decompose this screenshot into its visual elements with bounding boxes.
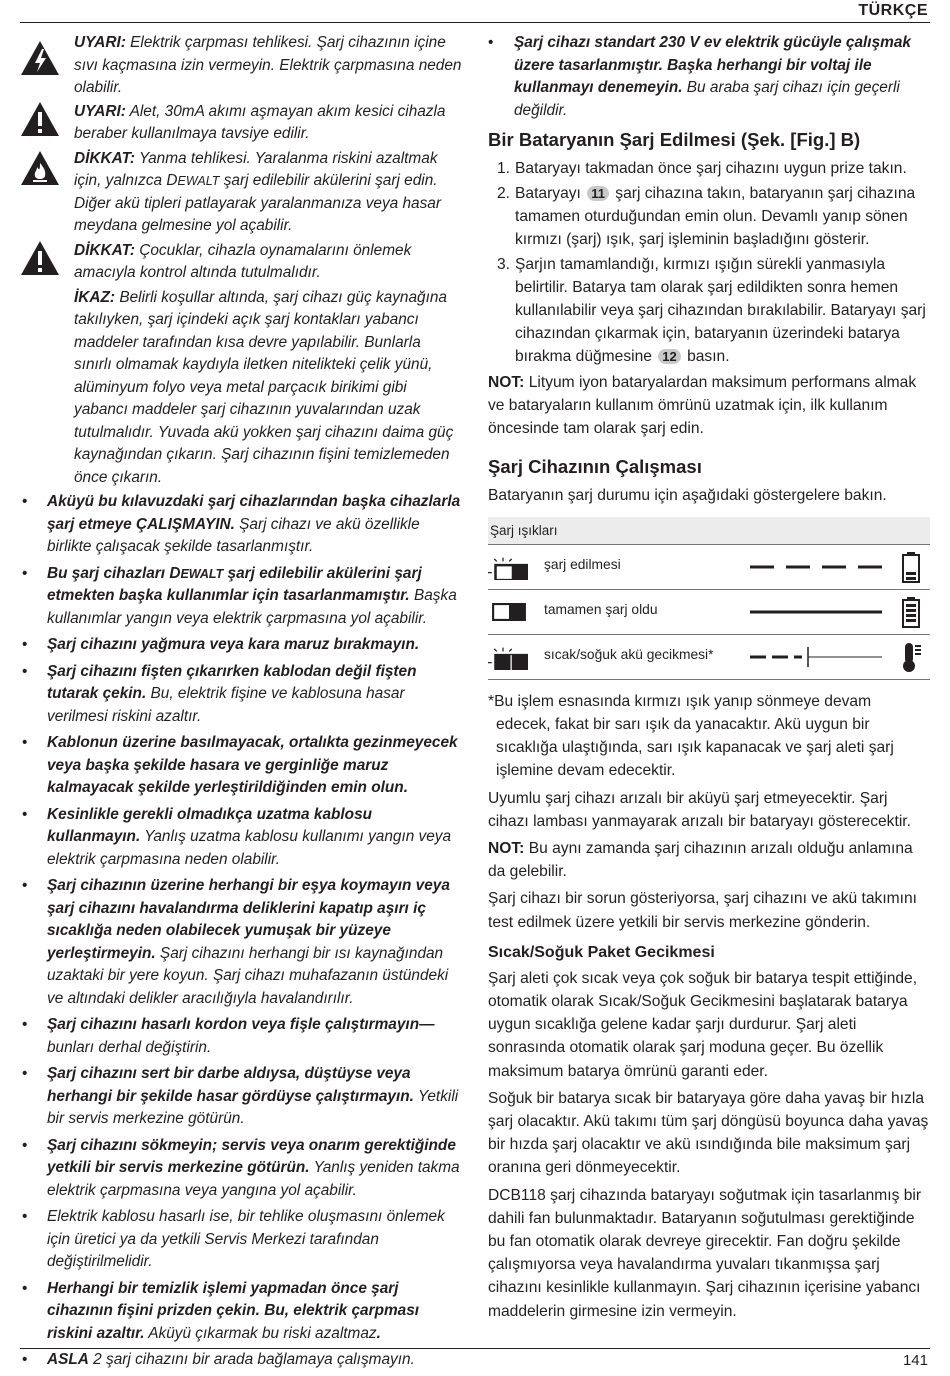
callout-badge: 12 xyxy=(658,349,680,364)
dewalt-brand: EWALT xyxy=(180,566,224,581)
right-column xyxy=(488,32,930,1325)
warning-electric-shock xyxy=(20,32,462,100)
warning-label: DİKKAT: xyxy=(74,241,135,259)
body-paragraph: Soğuk bir batarya sıcak bir bataryaya göre daha yavaş bir hızla şarj olacaktır. Akü takımı tüm şarj döngüsü boyunca daha yavaş bir hızda şarj olacaktır ve akü ısındığında bile maksimum şarj oranına geri dönmeyecektir. xyxy=(488,1089,929,1177)
electric-shock-warning-icon xyxy=(20,40,60,76)
warning-text: Yanma tehlikesi. Yaralanma riskini azaltmak için, yalnızca D xyxy=(74,149,438,189)
list-item: • Şarj cihazının üzerine herhangi bir eşya koymayın veya şarj cihazını havalandırma deliklerini kapatıp aşırı iç sıcaklığa neden olabilecek yumuşak bir yüzeye yerleştirmeyin. Şarj cihazını herhangi bir ısı kaynağından uzaktaki bir yere koyun. Şarj cihazı muhafazanın üstündeki ve altındaki delikler aracılığıyla havalandırılır. xyxy=(20,875,462,1010)
exclamation-caution-icon xyxy=(20,240,60,276)
callout-badge: 11 xyxy=(587,186,609,201)
warning-text: Alet, 30mA akımı aşmayan akım kesici cihazla beraber kullanılmaya tavsiye edilir. xyxy=(74,102,446,142)
short-dash-bar-pattern xyxy=(746,645,886,669)
list-item: • Şarj cihazını fişten çıkarırken kablodan değil fişten tutarak çekin. Bu, elektrik fişine ve kablosuna hasar verilmesi riskini azaltır. xyxy=(20,661,462,729)
led-solid-icon xyxy=(492,603,526,621)
charging-steps xyxy=(488,157,930,368)
section-title-hot-cold-delay: Sıcak/Soğuk Paket Gecikmesi xyxy=(488,943,715,961)
language-label: TÜRKÇE xyxy=(858,2,928,19)
warning-label: UYARI: xyxy=(74,34,126,51)
note-paragraph: NOT: Lityum iyon bataryalardan maksimum performans almak ve bataryaların kullanım ömrünü uzatmak için, ilk kullanım öncesinde tam olarak şarj edin. xyxy=(488,374,917,438)
warning-short-circuit xyxy=(20,287,462,490)
dewalt-brand: EWALT xyxy=(177,174,220,188)
body-paragraph: Uyumlu şarj cihazı arızalı bir aküyü şarj etmeyecektir. Şarj cihazı lambası yanmayarak arızalı bir bataryayı gösterecektir. xyxy=(488,789,911,830)
thermometer-icon xyxy=(900,641,922,673)
list-item: • Aküyü bu kılavuzdaki şarj cihazlarından başka cihazlarla şarj etmeye ÇALIŞMAYIN. Şarj cihazı ve akü özellikle birlikte çalışacak şekilde tasarlanmıştır. xyxy=(20,491,462,559)
warning-text: Çocuklar, cihazla oynamalarını önlemek amacıyla kontrol altında tutulmalıdır. xyxy=(74,241,412,281)
led-blinking-icon xyxy=(488,554,528,580)
list-item: • Şarj cihazını sert bir darbe aldıysa, düştüyse veya herhangi bir şekilde hasar gördüyse çalıştırmayın. Yetkili bir servis merkezine götürün. xyxy=(20,1063,462,1131)
header-rule xyxy=(20,22,930,23)
body-paragraph: DCB118 şarj cihazında bataryayı soğutmak için tasarlanmış bir dahili fan bulunmaktadır. Bataryanın soğutulması gerektiğinde bu fan otomatik olarak devreye girecektir. Fan doğru şekilde çalışmıyorsa veya havalandırma yuvaları tıkanmışsa şarj cihazını kesinlikle kullanmayın. Şarj cihazının içerisine yabancı maddelerin girmesine izin vermeyin. xyxy=(488,1186,922,1320)
warning-text: Elektrik çarpması tehlikesi. Şarj cihazının içine sıvı kaçmasına izin vermeyin. Elektrik çarpmasına neden olabilir. xyxy=(74,34,462,96)
battery-full-icon xyxy=(900,596,922,628)
warning-children xyxy=(20,240,462,285)
row-label: tamamen şarj oldu xyxy=(544,601,658,617)
warning-label: UYARI: xyxy=(74,102,126,120)
list-item: • Şarj cihazı standart 230 V ev elektrik gücüyle çalışmak üzere tasarlanmıştır. Başka herhangi bir voltaj ile kullanmayı denemeyin. Bu araba şarj cihazı için geçerli değildir. xyxy=(488,32,930,122)
row-label: şarj edilmesi xyxy=(544,556,621,572)
list-item: • Elektrik kablosu hasarlı ise, bir tehlike oluşmasını önlemek için üretici ya da yetkili Servis Merkezi tarafından değiştirilmelidir. xyxy=(20,1206,462,1274)
table-row xyxy=(488,545,930,590)
list-item: • Kesinlikle gerekli olmadıkça uzatma kablosu kullanmayın. Yanlış uzatma kablosu kullanımı yangın veya elektrik çarpmasına neden olabilir. xyxy=(20,804,462,872)
intro-paragraph: Bataryanın şarj durumu için aşağıdaki göstergelere bakın. xyxy=(488,486,887,504)
table-row xyxy=(488,635,930,680)
left-column xyxy=(20,32,462,1376)
list-item: • ASLA 2 şarj cihazını bir arada bağlamaya çalışmayın. xyxy=(20,1349,462,1372)
fire-hazard-icon xyxy=(20,150,60,186)
step-item: 2. Bataryayı 11 şarj cihazına takın, bataryanın şarj cihazına tamamen oturduğundan emin olun. Devamlı yanıp sönen kırmızı (şarj) ışık, şarj işleminin başladığını gösterir. xyxy=(497,185,916,248)
battery-charging-icon xyxy=(900,551,922,583)
solid-line-pattern xyxy=(746,600,886,624)
safety-bullet-list xyxy=(20,491,462,1372)
long-dash-pattern xyxy=(746,555,886,579)
charge-lights-table xyxy=(488,517,930,680)
warning-label: DİKKAT: xyxy=(74,149,135,167)
warning-text: şarj edilebilir akülerini şarj edin. Diğer akü tipleri patlayarak yaralanmanıza veya hasar meydana gelmesine yol açabilir. xyxy=(74,172,441,234)
list-item: • Şarj cihazını hasarlı kordon veya fişle çalıştırmayın— bunları derhal değiştirin. xyxy=(20,1014,462,1059)
warning-fire xyxy=(20,148,462,238)
step-item: 3. Şarjın tamamlandığı, kırmızı ışığın sürekli yanmasıyla belirtilir. Batarya tam olarak şarj edildikten sonra hemen kullanılabilir veya şarj cihazından bırakılabilir. Bataryayı şarj cihazından çıkarmak için, bataryanın üzerindeki batarya bırakma düğmesine 12 basın. xyxy=(497,256,926,365)
section-title-charging: Bir Bataryanın Şarj Edilmesi (Şek. [Fig.] B) xyxy=(488,129,861,150)
voltage-bullet xyxy=(488,32,930,122)
footer-rule xyxy=(20,1348,930,1349)
warning-text: Belirli koşullar altında, şarj cihazı güç kaynağına takılıyken, şarj içindeki açık şarj kontakları yabancı maddeler tarafından kısa devre yapılabilir. Bunlarla sınırlı olmamak kaydıyla iletken nitelikteki çelik yünü, alüminyum folyo veya metal parçacık birikimi gibi yabancı maddeler şarj cihazının yuvalarından uzak tutulmalıdır. Yuvada akü yokken şarj cihazını daima güç kaynağından çıkarın. Şarj cihazının fişini temizlemeden önce çıkarın. xyxy=(74,288,454,486)
note-paragraph: NOT: Bu aynı zamanda şarj cihazının arızalı olduğu anlamına da gelebilir. xyxy=(488,840,913,881)
body-paragraph: Şarj aleti çok sıcak veya çok soğuk bir batarya tespit ettiğinde, otomatik olarak Sıcak/Soğuk Gecikmesini başlatarak batarya uygun sıcaklığa gelene kadar şarjı durdurur. Şarj aleti sonrasında otomatik olarak şarj moduna geçer. Bu özellik maksimum batarya ömrünü garanti eder. xyxy=(488,969,918,1080)
page-number: 141 xyxy=(902,1352,928,1369)
warning-rcd xyxy=(20,101,462,146)
exclamation-warning-icon xyxy=(20,101,60,137)
table-header: Şarj ışıkları xyxy=(488,517,930,545)
list-item: • Herhangi bir temizlik işlemi yapmadan önce şarj cihazının fişini prizden çekin. Bu, elektrik çarpması riskini azaltır. Aküyü çıkarmak bu riski azaltmaz. xyxy=(20,1278,462,1346)
list-item: • Şarj cihazını sökmeyin; servis veya onarım gerektiğinde yetkili bir servis merkezine götürün. Yanlış yeniden takma elektrik çarpmasına veya yangına yol açabilir. xyxy=(20,1135,462,1203)
row-label: sıcak/soğuk akü gecikmesi* xyxy=(544,646,714,662)
led-blinking-both-icon xyxy=(488,644,528,670)
list-item: • Şarj cihazını yağmura veya kara maruz bırakmayın. xyxy=(20,634,462,657)
list-item: • Kablonun üzerine basılmayacak, ortalıkta gezinmeyecek veya başka şekilde hasara ve gerginliğe maruz kalmayacak şekilde yerleştirildiğinden emin olun. xyxy=(20,732,462,800)
warning-label: İKAZ: xyxy=(74,288,116,306)
body-paragraph: Şarj cihazı bir sorun gösteriyorsa, şarj cihazını ve akü takımını test edilmek üzere yetkili bir servis merkezine gönderin. xyxy=(488,890,918,931)
step-item: 1. Bataryayı takmadan önce şarj cihazını uygun prize takın. xyxy=(497,160,907,177)
table-row xyxy=(488,590,930,635)
section-title-operation: Şarj Cihazının Çalışması xyxy=(488,455,702,477)
list-item: • Bu şarj cihazları DEWALT şarj edilebilir akülerini şarj etmekten başka kullanımlar için tasarlanmamıştır. Başka kullanımlar yangın veya elektrik çarpmasına yol açabilir. xyxy=(20,563,462,631)
footnote-paragraph: *Bu işlem esnasında kırmızı ışık yanıp sönmeye devam edecek, fakat bir sarı ışık da yanacaktır. Akü uygun bir sıcaklığa ulaştığında, sarı ışık kapanacak ve şarj aleti şarj işlemine devam edecektir. xyxy=(488,692,894,780)
